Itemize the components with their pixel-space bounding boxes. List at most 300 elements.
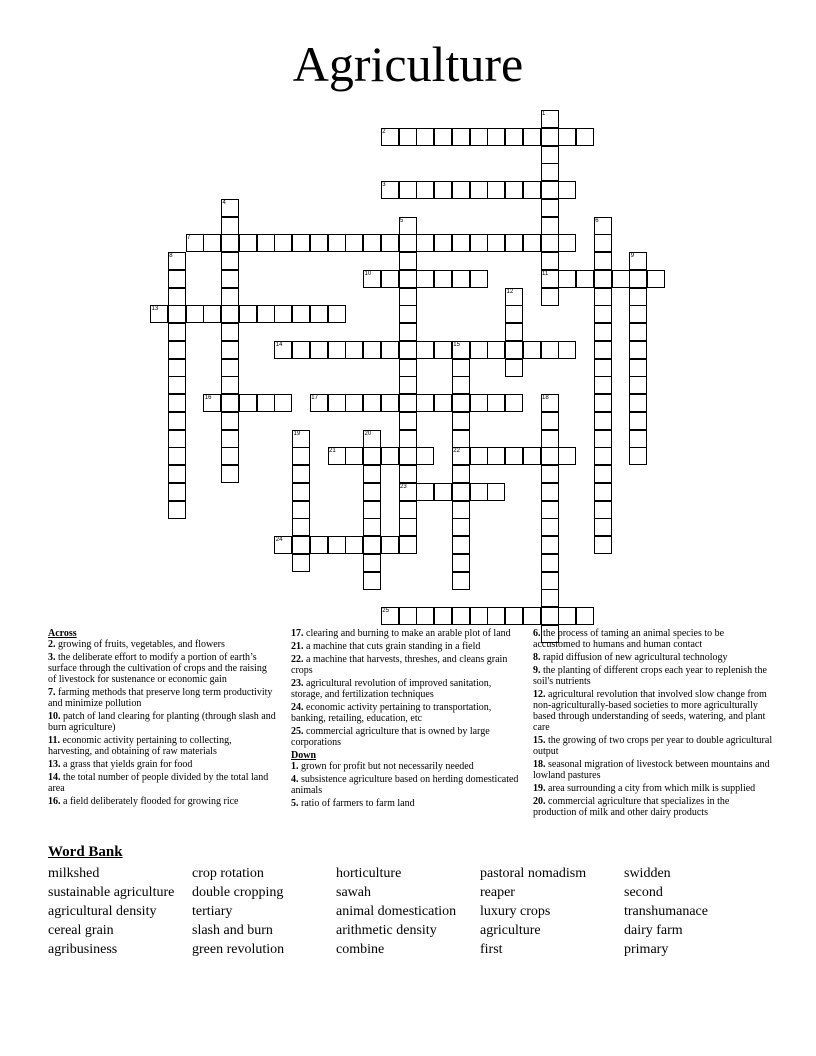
crossword-cell[interactable]: [363, 270, 381, 288]
word-bank-item: luxury crops: [480, 904, 551, 919]
clue-number: 20: [364, 430, 372, 437]
clue-number-label: 20.: [533, 796, 546, 807]
crossword-cell[interactable]: [292, 483, 310, 501]
crossword-cell[interactable]: [505, 447, 523, 465]
crossword-cell[interactable]: [541, 288, 559, 306]
crossword-cell[interactable]: [541, 501, 559, 519]
crossword-cell[interactable]: [399, 323, 417, 341]
crossword-cell[interactable]: [541, 146, 559, 164]
crossword-cell[interactable]: [523, 234, 541, 252]
crossword-cell[interactable]: [416, 483, 434, 501]
clues-column-1: [48, 628, 276, 809]
crossword-cell[interactable]: [541, 181, 559, 199]
crossword-cell[interactable]: [594, 430, 612, 448]
crossword-cell[interactable]: [363, 536, 381, 554]
word-bank-item: primary: [624, 942, 669, 957]
crossword-cell[interactable]: [541, 447, 559, 465]
crossword-cell[interactable]: [292, 430, 310, 448]
crossword-cell[interactable]: [416, 607, 434, 625]
crossword-cell[interactable]: [505, 323, 523, 341]
crossword-cell[interactable]: [292, 305, 310, 323]
crossword-cell[interactable]: [363, 483, 381, 501]
crossword-cell[interactable]: [292, 554, 310, 572]
crossword-cell[interactable]: [487, 447, 505, 465]
crossword-cell[interactable]: [487, 234, 505, 252]
crossword-cell[interactable]: [292, 447, 310, 465]
crossword-cell[interactable]: [399, 447, 417, 465]
crossword-cell[interactable]: [629, 394, 647, 412]
crossword-cell[interactable]: [345, 394, 363, 412]
crossword-cell[interactable]: [257, 305, 275, 323]
crossword-cell[interactable]: [558, 181, 576, 199]
crossword-cell[interactable]: [505, 181, 523, 199]
clue-number: 10: [364, 270, 372, 277]
crossword-cell[interactable]: [310, 341, 328, 359]
crossword-cell[interactable]: [629, 376, 647, 394]
crossword-cell[interactable]: [381, 128, 399, 146]
crossword-cell[interactable]: [452, 359, 470, 377]
across-clue: [48, 796, 276, 807]
crossword-cell[interactable]: [541, 589, 559, 607]
crossword-cell[interactable]: [541, 430, 559, 448]
across-clue: [48, 772, 276, 794]
crossword-cell[interactable]: [629, 252, 647, 270]
down-clue: [533, 628, 773, 650]
clue-number: 23: [400, 483, 407, 490]
crossword-cell[interactable]: [452, 376, 470, 394]
crossword-cell[interactable]: [452, 394, 470, 412]
clue-number: 16: [204, 395, 212, 401]
crossword-cell[interactable]: [328, 341, 346, 359]
word-bank-item: milkshed: [48, 866, 100, 881]
crossword-cell[interactable]: [257, 394, 275, 412]
crossword-cell[interactable]: [594, 288, 612, 306]
crossword-cell[interactable]: [399, 412, 417, 430]
crossword-cell[interactable]: [629, 447, 647, 465]
crossword-cell[interactable]: [523, 181, 541, 199]
crossword-cell[interactable]: [594, 305, 612, 323]
crossword-cell[interactable]: [523, 128, 541, 146]
across-clue: [48, 652, 276, 685]
crossword-cell[interactable]: [292, 536, 310, 554]
crossword-cell[interactable]: [487, 483, 505, 501]
crossword-cell[interactable]: [434, 270, 452, 288]
crossword-cell[interactable]: [487, 394, 505, 412]
crossword-cell[interactable]: [399, 501, 417, 519]
crossword-cell[interactable]: [452, 536, 470, 554]
crossword-cell[interactable]: [470, 607, 488, 625]
crossword-cell[interactable]: [239, 234, 257, 252]
crossword-cell[interactable]: [541, 412, 559, 430]
crossword-cell[interactable]: [399, 607, 417, 625]
crossword-cell[interactable]: [239, 305, 257, 323]
crossword-cell[interactable]: [257, 234, 275, 252]
across-clue: [291, 654, 521, 676]
crossword-cell[interactable]: [274, 234, 292, 252]
crossword-cell[interactable]: [274, 341, 292, 359]
crossword-cell[interactable]: [292, 341, 310, 359]
crossword-cell[interactable]: [363, 341, 381, 359]
crossword-cell[interactable]: [505, 607, 523, 625]
crossword-cell[interactable]: [629, 323, 647, 341]
crossword-cell[interactable]: [363, 554, 381, 572]
crossword-cell[interactable]: [399, 341, 417, 359]
crossword-cell[interactable]: [629, 359, 647, 377]
crossword-cell[interactable]: [328, 305, 346, 323]
crossword-cell[interactable]: [292, 518, 310, 536]
crossword-cell[interactable]: [416, 128, 434, 146]
crossword-cell[interactable]: [434, 181, 452, 199]
clue-number: 6: [595, 217, 599, 224]
crossword-cell[interactable]: [470, 341, 488, 359]
crossword-cell[interactable]: [594, 518, 612, 536]
crossword-cell[interactable]: [203, 234, 221, 252]
crossword-cell[interactable]: [452, 430, 470, 448]
crossword-cell[interactable]: [576, 128, 594, 146]
clue-number-label: 7.: [48, 687, 56, 698]
crossword-cell[interactable]: [541, 554, 559, 572]
clue-number: 8: [169, 253, 173, 259]
crossword-cell[interactable]: [470, 181, 488, 199]
crossword-cell[interactable]: [452, 572, 470, 590]
crossword-cell[interactable]: [168, 252, 186, 270]
crossword-cell[interactable]: [629, 341, 647, 359]
crossword-cell[interactable]: [345, 341, 363, 359]
crossword-cell[interactable]: [470, 394, 488, 412]
crossword-cell[interactable]: [487, 181, 505, 199]
clue-text: economic activity pertaining to transportation, banking, retailing, education, etc: [291, 702, 492, 724]
crossword-cell[interactable]: [168, 412, 186, 430]
crossword-cell[interactable]: [487, 128, 505, 146]
crossword-cell[interactable]: [363, 447, 381, 465]
crossword-cell[interactable]: [168, 376, 186, 394]
crossword-cell[interactable]: [434, 341, 452, 359]
crossword-cell[interactable]: [168, 359, 186, 377]
crossword-cell[interactable]: [221, 288, 239, 306]
crossword-cell[interactable]: [452, 270, 470, 288]
crossword-cell[interactable]: [186, 234, 204, 252]
down-header: Down: [291, 750, 317, 761]
crossword-cell[interactable]: [452, 341, 470, 359]
crossword-cell[interactable]: [345, 447, 363, 465]
crossword-cell[interactable]: [221, 465, 239, 483]
clue-text: rapid diffusion of new agricultural technology: [540, 652, 728, 663]
crossword-cell[interactable]: [168, 483, 186, 501]
crossword-cell[interactable]: [310, 394, 328, 412]
crossword-cell[interactable]: [594, 412, 612, 430]
crossword-cell[interactable]: [416, 234, 434, 252]
crossword-cell[interactable]: [452, 518, 470, 536]
clue-number-label: 2.: [48, 639, 56, 650]
crossword-cell[interactable]: [221, 412, 239, 430]
crossword-cell[interactable]: [452, 607, 470, 625]
crossword-cell[interactable]: [541, 341, 559, 359]
crossword-cell[interactable]: [470, 447, 488, 465]
crossword-cell[interactable]: [221, 394, 239, 412]
crossword-cell[interactable]: [292, 465, 310, 483]
crossword-cell[interactable]: [541, 270, 559, 288]
crossword-cell[interactable]: [558, 447, 576, 465]
crossword-cell[interactable]: [594, 359, 612, 377]
clue-text: the deliberate effort to modify a portion of earth’s surface through the cultivation of crops and the raising of livestock for sustenance or economic gain: [48, 652, 267, 685]
crossword-cell[interactable]: [399, 305, 417, 323]
crossword-cell[interactable]: [168, 447, 186, 465]
crossword-cell[interactable]: [399, 359, 417, 377]
crossword-cell[interactable]: [381, 536, 399, 554]
crossword-cell[interactable]: [203, 394, 221, 412]
crossword-cell[interactable]: [150, 305, 168, 323]
crossword-cell[interactable]: [558, 270, 576, 288]
crossword-cell[interactable]: [416, 181, 434, 199]
crossword-cell[interactable]: [452, 501, 470, 519]
crossword-cell[interactable]: [523, 447, 541, 465]
crossword-cell[interactable]: [470, 483, 488, 501]
crossword-cell[interactable]: [523, 341, 541, 359]
crossword-cell[interactable]: [221, 305, 239, 323]
clue-number-label: 12.: [533, 689, 546, 700]
crossword-cell[interactable]: [381, 447, 399, 465]
crossword-cell[interactable]: [363, 572, 381, 590]
crossword-cell[interactable]: [399, 252, 417, 270]
crossword-cell[interactable]: [363, 234, 381, 252]
crossword-cell[interactable]: [203, 305, 221, 323]
crossword-cell[interactable]: [434, 394, 452, 412]
page-title: Agriculture: [292, 36, 524, 92]
clue-number: 18: [542, 395, 549, 401]
crossword-cell[interactable]: [452, 465, 470, 483]
clue-text: the planting of different crops each year to replenish the soil's nutrients: [533, 665, 767, 687]
crossword-cell[interactable]: [647, 270, 665, 288]
crossword-cell[interactable]: [221, 376, 239, 394]
word-bank-item: sawah: [336, 885, 371, 900]
crossword-cell[interactable]: [629, 430, 647, 448]
crossword-cell[interactable]: [434, 234, 452, 252]
crossword-cell[interactable]: [452, 181, 470, 199]
clue-number-label: 3.: [48, 652, 56, 663]
crossword-cell[interactable]: [221, 252, 239, 270]
clue-number-label: 19.: [533, 783, 546, 794]
clue-number: 22: [453, 448, 460, 455]
crossword-cell[interactable]: [399, 536, 417, 554]
crossword-cell[interactable]: [505, 234, 523, 252]
crossword-cell[interactable]: [558, 128, 576, 146]
crossword-cell[interactable]: [310, 536, 328, 554]
crossword-cell[interactable]: [541, 394, 559, 412]
crossword-cell[interactable]: [594, 252, 612, 270]
crossword-cell[interactable]: [594, 501, 612, 519]
clue-number: 24: [275, 537, 283, 543]
crossword-cell[interactable]: [594, 341, 612, 359]
crossword-cell[interactable]: [594, 483, 612, 501]
crossword-cell[interactable]: [558, 341, 576, 359]
crossword-cell[interactable]: [505, 394, 523, 412]
crossword-cell[interactable]: [399, 483, 417, 501]
crossword-cell[interactable]: [221, 447, 239, 465]
crossword-cell[interactable]: [345, 536, 363, 554]
crossword-cell[interactable]: [363, 465, 381, 483]
crossword-cell[interactable]: [416, 270, 434, 288]
crossword-cell[interactable]: [399, 128, 417, 146]
crossword-cell[interactable]: [541, 217, 559, 235]
crossword-cell[interactable]: [541, 252, 559, 270]
crossword-cell[interactable]: [558, 234, 576, 252]
crossword-cell[interactable]: [399, 518, 417, 536]
crossword-cell[interactable]: [221, 270, 239, 288]
crossword-cell[interactable]: [434, 128, 452, 146]
crossword-cell[interactable]: [310, 305, 328, 323]
clue-number: 13: [151, 306, 159, 313]
crossword-cell[interactable]: [541, 234, 559, 252]
crossword-cell[interactable]: [399, 376, 417, 394]
crossword-cell[interactable]: [487, 607, 505, 625]
crossword-cell[interactable]: [452, 483, 470, 501]
crossword-cell[interactable]: [594, 536, 612, 554]
crossword-cell[interactable]: [381, 270, 399, 288]
crossword-cell[interactable]: [168, 323, 186, 341]
crossword-cell[interactable]: [221, 234, 239, 252]
crossword-cell[interactable]: [328, 234, 346, 252]
crossword-cell[interactable]: [416, 447, 434, 465]
crossword-cell[interactable]: [452, 234, 470, 252]
crossword-cell[interactable]: [381, 341, 399, 359]
word-bank-item: dairy farm: [624, 923, 683, 938]
crossword-cell[interactable]: [594, 447, 612, 465]
crossword-cell[interactable]: [399, 181, 417, 199]
crossword-cell[interactable]: [168, 430, 186, 448]
crossword-cell[interactable]: [541, 572, 559, 590]
word-bank-item: cereal grain: [48, 923, 114, 938]
crossword-cell[interactable]: [381, 394, 399, 412]
crossword-cell[interactable]: [594, 376, 612, 394]
crossword-cell[interactable]: [576, 270, 594, 288]
crossword-cell[interactable]: [558, 607, 576, 625]
crossword-cell[interactable]: [470, 270, 488, 288]
crossword-cell[interactable]: [168, 465, 186, 483]
crossword-cell[interactable]: [541, 483, 559, 501]
crossword-cell[interactable]: [452, 412, 470, 430]
crossword-cell[interactable]: [612, 270, 630, 288]
clue-number: 15: [453, 341, 460, 348]
crossword-cell[interactable]: [363, 518, 381, 536]
crossword-cell[interactable]: [487, 341, 505, 359]
crossword-cell[interactable]: [274, 536, 292, 554]
crossword-cell[interactable]: [381, 234, 399, 252]
crossword-cell[interactable]: [363, 501, 381, 519]
crossword-cell[interactable]: [274, 394, 292, 412]
crossword-cell[interactable]: [541, 128, 559, 146]
crossword-cell[interactable]: [594, 323, 612, 341]
crossword-cell[interactable]: [505, 359, 523, 377]
crossword-cell[interactable]: [328, 394, 346, 412]
crossword-cell[interactable]: [345, 234, 363, 252]
crossword-cell[interactable]: [168, 305, 186, 323]
crossword-cell[interactable]: [186, 305, 204, 323]
crossword-cell[interactable]: [452, 128, 470, 146]
crossword-cell[interactable]: [541, 110, 559, 128]
crossword-cell[interactable]: [541, 163, 559, 181]
crossword-cell[interactable]: [541, 536, 559, 554]
crossword-cell[interactable]: [541, 199, 559, 217]
crossword-cell[interactable]: [594, 394, 612, 412]
crossword-cell[interactable]: [505, 288, 523, 306]
crossword-cell[interactable]: [523, 607, 541, 625]
crossword-cell[interactable]: [221, 217, 239, 235]
crossword-cell[interactable]: [452, 447, 470, 465]
crossword-cell[interactable]: [168, 341, 186, 359]
crossword-cell[interactable]: [221, 359, 239, 377]
crossword-cell[interactable]: [328, 447, 346, 465]
crossword-cell[interactable]: [541, 518, 559, 536]
crossword-cell[interactable]: [470, 234, 488, 252]
crossword-cell[interactable]: [221, 341, 239, 359]
crossword-cell[interactable]: [629, 305, 647, 323]
clue-text: a field deliberately flooded for growing rice: [60, 796, 239, 807]
crossword-cell[interactable]: [505, 128, 523, 146]
crossword-cell[interactable]: [168, 270, 186, 288]
crossword-cell[interactable]: [629, 412, 647, 430]
crossword-cell[interactable]: [594, 465, 612, 483]
crossword-cell[interactable]: [541, 465, 559, 483]
crossword-cell[interactable]: [310, 234, 328, 252]
crossword-cell[interactable]: [416, 341, 434, 359]
crossword-cell[interactable]: [399, 234, 417, 252]
crossword-cell[interactable]: [594, 234, 612, 252]
crossword-cell[interactable]: [399, 394, 417, 412]
crossword-cell[interactable]: [416, 394, 434, 412]
crossword-cell[interactable]: [292, 234, 310, 252]
clue-text: ratio of farmers to farm land: [298, 798, 415, 809]
crossword-cell[interactable]: [629, 288, 647, 306]
clue-number: 4: [222, 199, 226, 206]
crossword-cell[interactable]: [594, 270, 612, 288]
crossword-cell[interactable]: [221, 323, 239, 341]
crossword-cell[interactable]: [239, 394, 257, 412]
crossword-cell[interactable]: [629, 270, 647, 288]
crossword-cell[interactable]: [292, 501, 310, 519]
crossword-cell[interactable]: [168, 288, 186, 306]
crossword-cell[interactable]: [594, 217, 612, 235]
word-bank-column: [48, 864, 174, 959]
crossword-cell[interactable]: [363, 430, 381, 448]
crossword-cell[interactable]: [399, 270, 417, 288]
crossword-cell[interactable]: [434, 607, 452, 625]
crossword-cell[interactable]: [452, 554, 470, 572]
crossword-cell[interactable]: [434, 483, 452, 501]
word-bank-item: agricultural density: [48, 904, 157, 919]
crossword-cell[interactable]: [274, 305, 292, 323]
crossword-cell[interactable]: [399, 465, 417, 483]
crossword-cell[interactable]: [541, 607, 559, 625]
crossword-cell[interactable]: [381, 607, 399, 625]
crossword-cell[interactable]: [470, 128, 488, 146]
word-bank-item: transhumanace: [624, 904, 708, 919]
crossword-cell[interactable]: [505, 305, 523, 323]
crossword-cell[interactable]: [399, 430, 417, 448]
clue-number: 11: [542, 270, 549, 277]
crossword-cell[interactable]: [168, 501, 186, 519]
crossword-cell[interactable]: [399, 217, 417, 235]
crossword-cell[interactable]: [399, 288, 417, 306]
crossword-cell[interactable]: [221, 430, 239, 448]
crossword-cell[interactable]: [505, 341, 523, 359]
word-bank-item: green revolution: [192, 942, 285, 957]
crossword-cell[interactable]: [363, 394, 381, 412]
crossword-cell[interactable]: [576, 607, 594, 625]
crossword-cell[interactable]: [381, 181, 399, 199]
crossword-cell[interactable]: [328, 536, 346, 554]
crossword-cell[interactable]: [168, 394, 186, 412]
crossword-cell[interactable]: [221, 199, 239, 217]
